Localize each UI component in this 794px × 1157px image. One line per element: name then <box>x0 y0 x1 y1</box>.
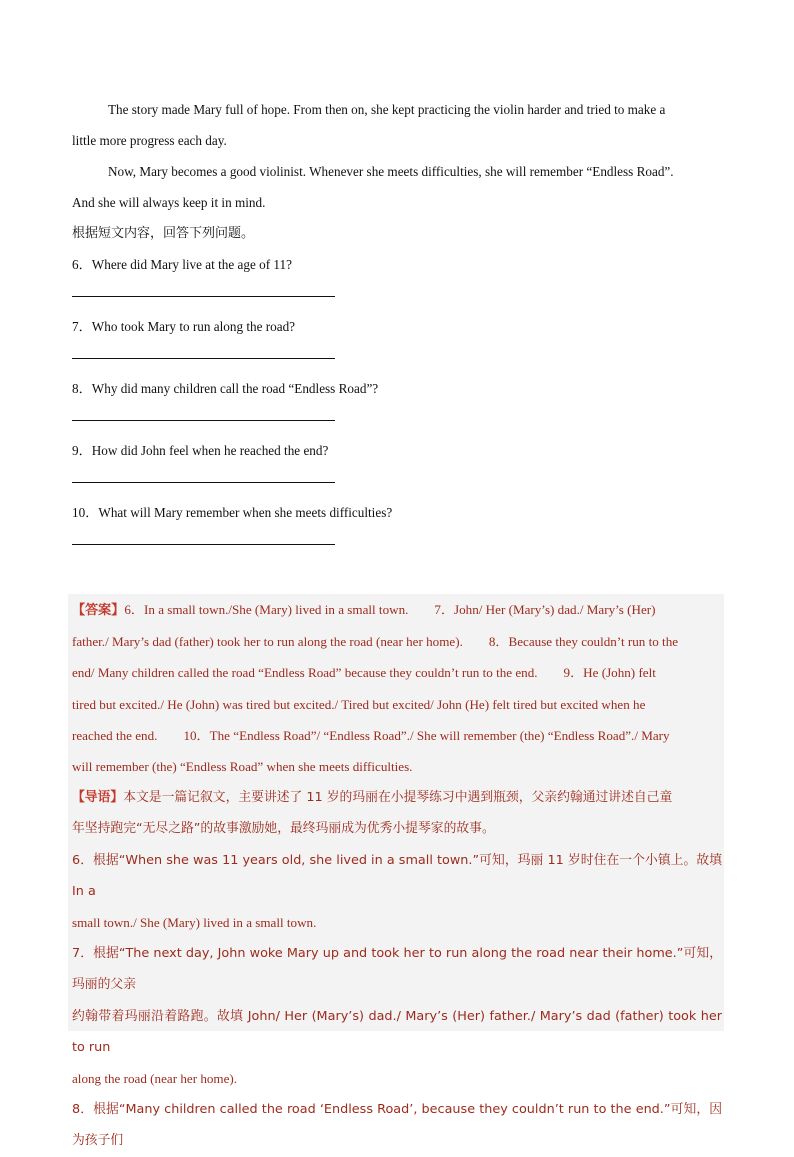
answer-line-3 <box>72 657 722 688</box>
explanation-7-line-3: along the road (near her home). <box>72 1071 238 1087</box>
answer-7-part-2: father./ Mary’s dad (father) took her to run along the road (near her home). <box>72 634 463 650</box>
question-6-answer-line[interactable] <box>72 296 335 297</box>
answer-9-part-1: 9．He (John) felt <box>563 665 656 681</box>
guide-line-1 <box>72 782 722 813</box>
answer-8-part-2: end/ Many children called the road “Endless Road” because they couldn’t run to the end. <box>72 665 538 681</box>
question-9 <box>72 435 723 483</box>
passage-paragraph-1-line-1: The story made Mary full of hope. From then on, she kept practicing the violin harder and tried to make a <box>108 102 666 117</box>
page-content <box>72 94 723 559</box>
question-8-answer-line[interactable] <box>72 420 335 421</box>
answer-content <box>72 594 722 1157</box>
guide-text-1: 本文是一篇记叙文，主要讲述了 11 岁的玛丽在小提琴练习中遇到瓶颈，父亲约翰通过讲述自己童 <box>123 790 673 806</box>
question-7 <box>72 311 723 359</box>
answer-label: 【答案】 <box>72 603 125 618</box>
answer-6: 6．In a small town./She (Mary) lived in a small town. <box>124 602 409 617</box>
question-9-answer-line[interactable] <box>72 482 335 483</box>
passage-paragraph-2-line-2: And she will always keep it in mind. <box>72 195 266 210</box>
answer-explanation-box <box>68 594 724 1149</box>
answer-line-2 <box>72 626 722 657</box>
question-6-text: 6．Where did Mary live at the age of 11? <box>72 257 292 272</box>
question-10-answer-line[interactable] <box>72 544 335 545</box>
question-6 <box>72 249 723 297</box>
explanation-7-line-1: 7．根据“The next day, John woke Mary up and took her to run along the road near their home.”可知，玛丽的父亲 <box>72 946 722 993</box>
question-10-text: 10．What will Mary remember when she meets difficulties? <box>72 505 393 520</box>
answer-line-4: tired but excited./ He (John) was tired but excited./ Tired but excited/ John (He) felt tired but excited when he <box>72 696 646 712</box>
answer-line-5 <box>72 720 722 751</box>
guide-line-2: 年坚持跑完“无尽之路”的故事激励她，最终玛丽成为优秀小提琴家的故事。 <box>72 821 495 837</box>
question-9-text: 9．How did John feel when he reached the end? <box>72 443 329 458</box>
explanation-7-line-2: 约翰带着玛丽沿着路跑。故填 John/ Her (Mary’s) dad./ Mary’s (Her) father./ Mary’s dad (father) took her to run <box>72 1008 722 1055</box>
question-7-text: 7．Who took Mary to run along the road? <box>72 319 296 334</box>
passage-paragraph-1-line-2: little more progress each day. <box>72 133 227 148</box>
question-10 <box>72 497 723 545</box>
instruction-text: 根据短文内容，回答下列问题。 <box>72 226 255 241</box>
passage-paragraph-2-line-1: Now, Mary becomes a good violinist. Whenever she meets difficulties, she will remember “Endless Road”. <box>108 164 674 179</box>
question-8-text: 8．Why did many children call the road “Endless Road”? <box>72 381 379 396</box>
answer-9-part-3: reached the end. <box>72 727 158 743</box>
answer-7-part-1: 7．John/ Her (Mary’s) dad./ Mary’s (Her) <box>434 602 656 617</box>
explanation-8-line-1: 8．根据“Many children called the road ‘Endless Road’, because they couldn’t run to the end.”可知，因为孩子们 <box>72 1102 722 1149</box>
answer-8-part-1: 8．Because they couldn’t run to the <box>488 634 679 650</box>
question-8 <box>72 373 723 421</box>
guide-label: 【导语】 <box>72 790 124 806</box>
explanation-6-line-1: 6．根据“When she was 11 years old, she lived in a small town.”可知，玛丽 11 岁时住在一个小镇上。故填 In a <box>72 852 722 899</box>
explanation-6-line-2: small town./ She (Mary) lived in a small town. <box>72 915 317 931</box>
answer-10-part-1: 10．The “Endless Road”/ “Endless Road”./ She will remember (the) “Endless Road”./ Mary <box>183 727 670 743</box>
answer-line-1 <box>72 594 722 626</box>
question-7-answer-line[interactable] <box>72 358 335 359</box>
answer-line-6: will remember (the) “Endless Road” when she meets difficulties. <box>72 759 413 775</box>
